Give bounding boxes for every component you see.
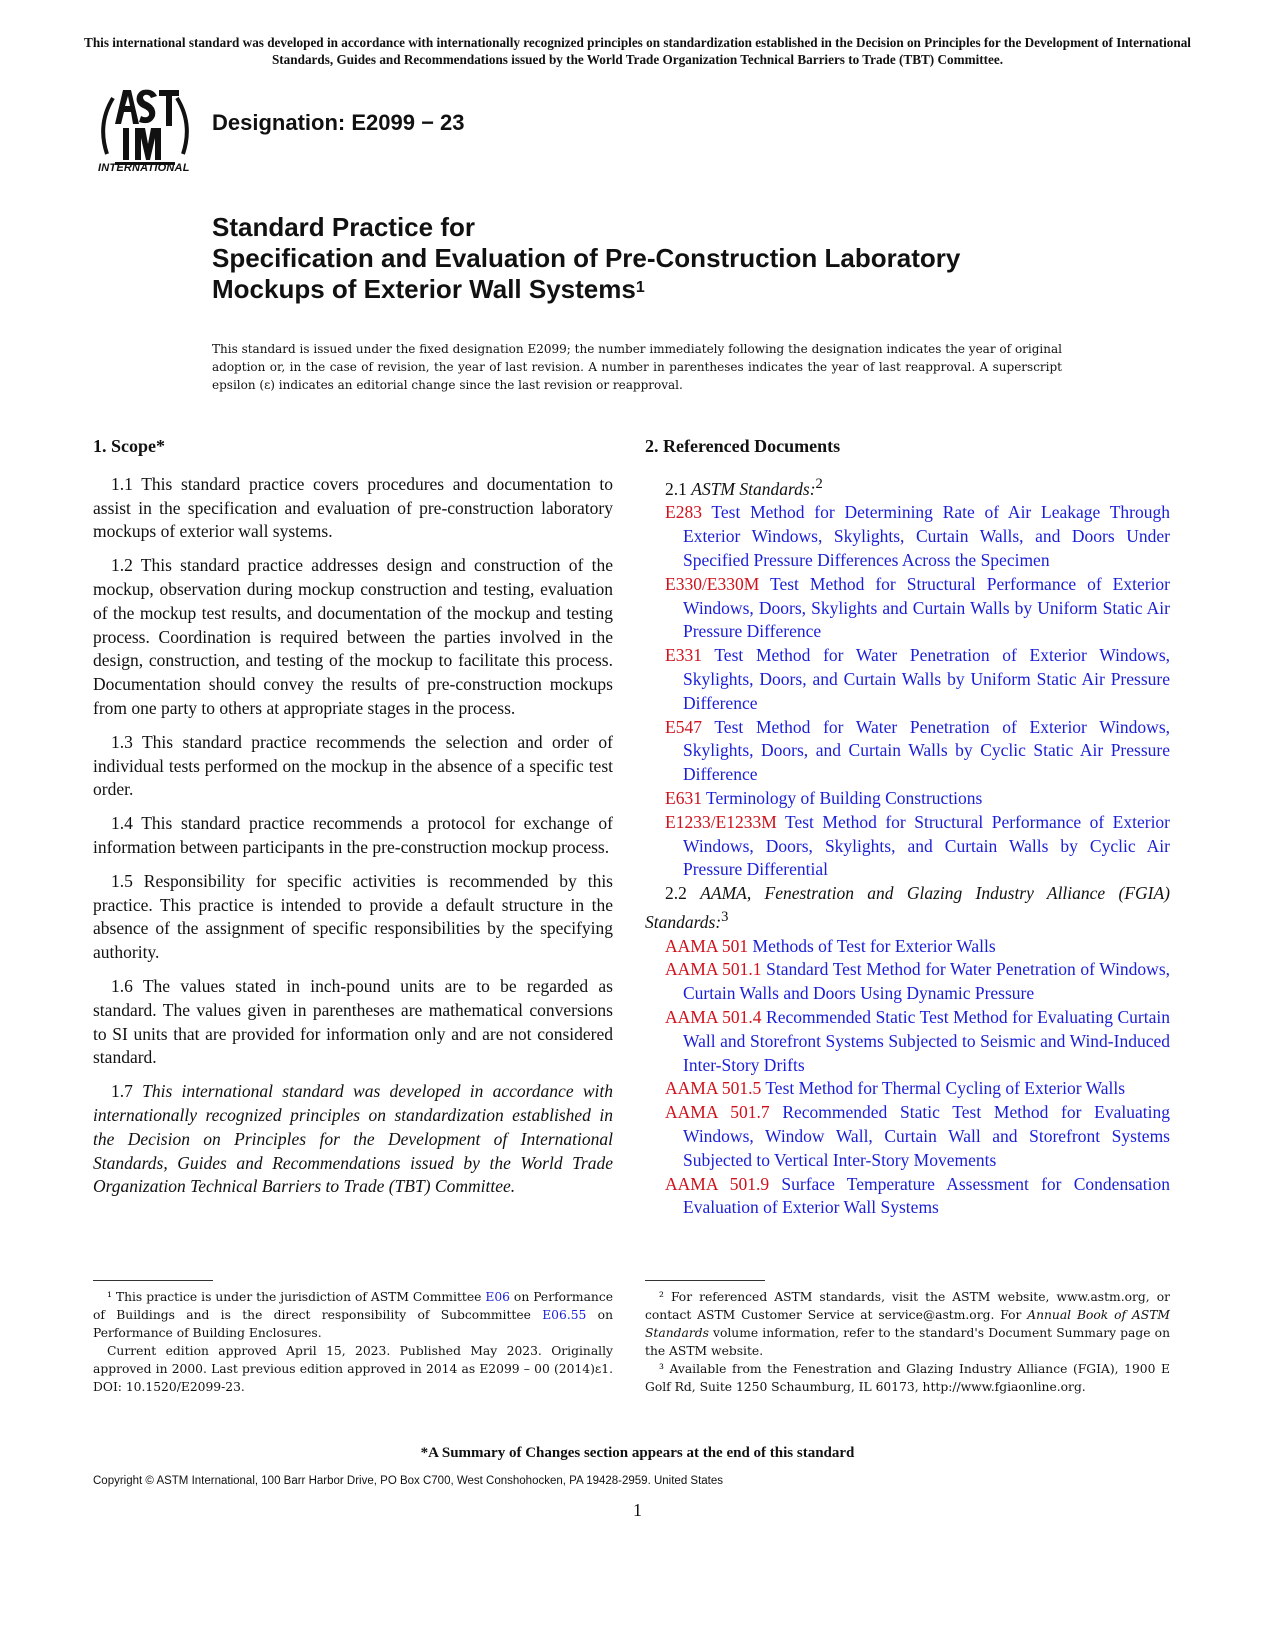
scope-para-1-5: 1.5 Responsibility for specific activities is recommended by this practice. This practice is intended to provide a default structure in the absence of the assignment of specific responsibilities by the specifying authority. xyxy=(93,870,613,963)
aama-reference-item[interactable] xyxy=(663,1077,1170,1101)
astm-standards-intro xyxy=(645,473,1170,502)
aama-reference-item[interactable] xyxy=(663,1006,1170,1077)
reference-title[interactable]: Recommended Static Test Method for Evaluating Curtain Wall and Storefront Systems Subjected to Seismic and Wind-Induced Inter-Story Drifts xyxy=(683,1006,1170,1075)
reference-code[interactable]: E283 xyxy=(665,502,702,523)
logo-wordmark: INTERNATIONAL xyxy=(98,162,190,174)
footnote-rule-left xyxy=(93,1280,213,1281)
footnotes-left xyxy=(93,1288,613,1396)
reference-title[interactable]: Test Method for Structural Performance of Exterior Windows, Doors, Skylights and Curtain Walls by Uniform Static Air Pressure Difference xyxy=(683,573,1171,642)
footnote-2-text-a: ² For referenced ASTM standards, visit the ASTM website, www.astm.org, or contact ASTM Customer Service at service@astm.org. For xyxy=(645,1290,1170,1322)
footnotes-right xyxy=(645,1288,1170,1396)
aama-intro-footnote-ref[interactable]: 3 xyxy=(721,908,729,925)
reference-code[interactable]: AAMA 501.4 xyxy=(665,1006,762,1027)
astm-reference-item[interactable] xyxy=(663,811,1170,882)
committee-e06-link[interactable]: E06 xyxy=(485,1290,510,1304)
reference-code[interactable]: E547 xyxy=(665,716,702,737)
reference-title[interactable]: Test Method for Determining Rate of Air Leakage Through Exterior Windows, Skylights, Curtain Walls, and Doors Under Specified Pressure Differences Across the Specimen xyxy=(683,502,1171,571)
reference-title[interactable]: Test Method for Water Penetration of Exterior Windows, Skylights, Doors, and Curtain Walls by Uniform Static Air Pressure Difference xyxy=(683,645,1171,713)
aama-reference-item[interactable] xyxy=(663,1173,1170,1221)
reference-code[interactable]: AAMA 501.5 xyxy=(665,1078,762,1099)
footnote-2-italic: Annual Book of ASTM Standards xyxy=(645,1308,1170,1340)
reference-code[interactable]: AAMA 501 xyxy=(665,935,749,956)
references-column xyxy=(645,435,1170,1220)
reference-title[interactable]: Surface Temperature Assessment for Condensation Evaluation of Exterior Wall Systems xyxy=(683,1173,1170,1218)
aama-intro-text: AAMA, Fenestration and Glazing Industry Alliance (FGIA) Standards: xyxy=(645,883,1170,932)
footnote-1 xyxy=(93,1288,613,1342)
astm-intro-footnote-ref[interactable]: 2 xyxy=(815,475,823,492)
aama-reference-item[interactable] xyxy=(663,958,1170,1006)
scope-para-1-2: 1.2 This standard practice addresses design and construction of the mockup, observation during mockup construction and testing, evaluation of the mockup test results, and documentation of the mockup and testing process. Coordination is required between the parties involved in the design, construction, and testing of the mockup to facilitate this process. Documentation should convey the results of pre-construction mockups from one party to others at appropriate stages in the process. xyxy=(93,555,613,718)
footnote-1-text-c: on Performance of Building Enclosures. xyxy=(93,1308,614,1340)
title-line-2: Specification and Evaluation of Pre-Construction Laboratory xyxy=(212,243,961,273)
aama-standards-intro xyxy=(645,882,1170,934)
reference-title[interactable]: Recommended Static Test Method for Evaluating Windows, Window Wall, Curtain Wall and Storefront Systems Subjected to Vertical Inter-Story Movements xyxy=(683,1102,1170,1170)
reference-code[interactable]: E1233/E1233M xyxy=(665,811,777,832)
page-number: 1 xyxy=(633,1500,642,1520)
scope-para-1-7-num: 1.7 xyxy=(111,1081,133,1102)
astm-reference-item[interactable] xyxy=(663,716,1170,787)
summary-of-changes-note: *A Summary of Changes section appears at the end of this standard xyxy=(420,1445,855,1461)
scope-para-1-7-text: This international standard was developed in accordance with internationally recognized principles on standardization established in the Decision on Principles for the Development of International Standards, Guides and Recommendations issued by the World Trade Organization Technical Barriers to Trade (TBT) Committee. xyxy=(93,1081,614,1197)
footnote-1-text-a: ¹ This practice is under the jurisdiction of ASTM Committee xyxy=(107,1290,486,1304)
title-line-1: Standard Practice for xyxy=(212,212,475,242)
footnote-2 xyxy=(645,1288,1170,1360)
scope-heading: 1. Scope* xyxy=(93,436,165,456)
reference-title[interactable]: Methods of Test for Exterior Walls xyxy=(752,935,996,956)
title-line-3-text: Mockups of Exterior Wall Systems xyxy=(212,274,636,304)
reference-code[interactable]: E330/E330M xyxy=(665,573,760,594)
reference-title[interactable]: Terminology of Building Constructions xyxy=(706,787,983,808)
scope-para-1-1: 1.1 This standard practice covers procedures and documentation to assist in the specification and evaluation of pre-construction laboratory mockups of exterior wall systems. xyxy=(93,473,613,542)
reference-title[interactable]: Standard Test Method for Water Penetration of Windows, Curtain Walls and Doors Using Dynamic Pressure xyxy=(683,959,1170,1004)
footnote-rule-right xyxy=(645,1280,765,1281)
reference-code[interactable]: E631 xyxy=(665,787,702,808)
references-heading: 2. Referenced Documents xyxy=(645,436,841,456)
title-footnote-ref[interactable]: 1 xyxy=(635,279,645,296)
reference-code[interactable]: AAMA 501.1 xyxy=(665,959,762,980)
reference-code[interactable]: AAMA 501.7 xyxy=(665,1102,770,1123)
scope-para-1-4: 1.4 This standard practice recommends a protocol for exchange of information between participants in the pre-construction mockup process. xyxy=(93,813,613,857)
scope-column xyxy=(93,435,613,1209)
scope-para-1-7 xyxy=(93,1080,613,1199)
astm-intro-text: ASTM Standards: xyxy=(691,478,816,499)
reference-title[interactable]: Test Method for Water Penetration of Exterior Windows, Skylights, Doors, and Curtain Walls by Cyclic Static Air Pressure Difference xyxy=(683,716,1171,785)
astm-reference-item[interactable] xyxy=(663,644,1170,715)
footnote-1-edition: Current edition approved April 15, 2023. Published May 2023. Originally approved in 2000. Last previous edition approved in 2014 as E2099 – 00 (2014)ε1. DOI: 10.1520/E2099-23. xyxy=(93,1344,613,1394)
footnote-1-text-b: on Performance of Buildings and is the direct responsibility of Subcommittee xyxy=(93,1290,613,1322)
astm-reference-item[interactable] xyxy=(663,573,1170,644)
tbt-notice: This international standard was developed in accordance with internationally recognized principles on standardization established in the Decision on Principles for the Development of International Standards, Guides and Recommendations issued by the World Trade Organization Technical Barriers to Trade (TBT) Committee. xyxy=(84,35,1191,67)
title-line-3 xyxy=(212,274,1212,305)
reference-code[interactable]: E331 xyxy=(665,645,702,666)
subcommittee-e06-55-link[interactable]: E06.55 xyxy=(542,1308,587,1322)
copyright-line: Copyright © ASTM International, 100 Barr Harbor Drive, PO Box C700, West Conshohocken, PA 19428-2959. United States xyxy=(93,1475,724,1487)
reference-title[interactable]: Test Method for Thermal Cycling of Exterior Walls xyxy=(765,1078,1126,1099)
footnote-3: ³ Available from the Fenestration and Glazing Industry Alliance (FGIA), 1900 E Golf Rd, Suite 1250 Schaumburg, IL 60173, http://www.fgiaonline.org. xyxy=(645,1362,1170,1394)
astm-reference-item[interactable] xyxy=(663,501,1170,572)
scope-para-1-6: 1.6 The values stated in inch-pound units are to be regarded as standard. The values given in parentheses are mathematical conversions to SI units that are provided for information only and are not considered standard. xyxy=(93,975,613,1068)
scope-para-1-3: 1.3 This standard practice recommends the selection and order of individual tests performed on the mockup in the absence of a specific test order. xyxy=(93,731,613,800)
astm-reference-list xyxy=(645,501,1170,882)
reference-code[interactable]: AAMA 501.9 xyxy=(665,1173,770,1194)
aama-reference-item[interactable] xyxy=(663,935,1170,959)
issuance-statement: This standard is issued under the fixed designation E2099; the number immediately following the designation indicates the year of original adoption or, in the case of revision, the year of last revision. A number in parentheses indicates the year of last reapproval. A superscript epsilon (ε) indicates an editorial change since the last revision or reapproval. xyxy=(212,342,1062,392)
astm-intro-num: 2.1 xyxy=(665,478,687,499)
designation: Designation: E2099 − 23 xyxy=(212,110,465,135)
aama-reference-item[interactable] xyxy=(663,1101,1170,1172)
reference-title[interactable]: Test Method for Structural Performance of Exterior Windows, Doors, Skylights, and Curtain Walls by Cyclic Air Pressure Differential xyxy=(683,811,1171,880)
astm-reference-item[interactable] xyxy=(663,787,1170,811)
aama-intro-num: 2.2 xyxy=(665,883,687,904)
footnote-2-text-b: volume information, refer to the standard's Document Summary page on the ASTM website. xyxy=(645,1326,1170,1358)
aama-reference-list xyxy=(645,935,1170,1221)
document-title xyxy=(212,212,1212,305)
